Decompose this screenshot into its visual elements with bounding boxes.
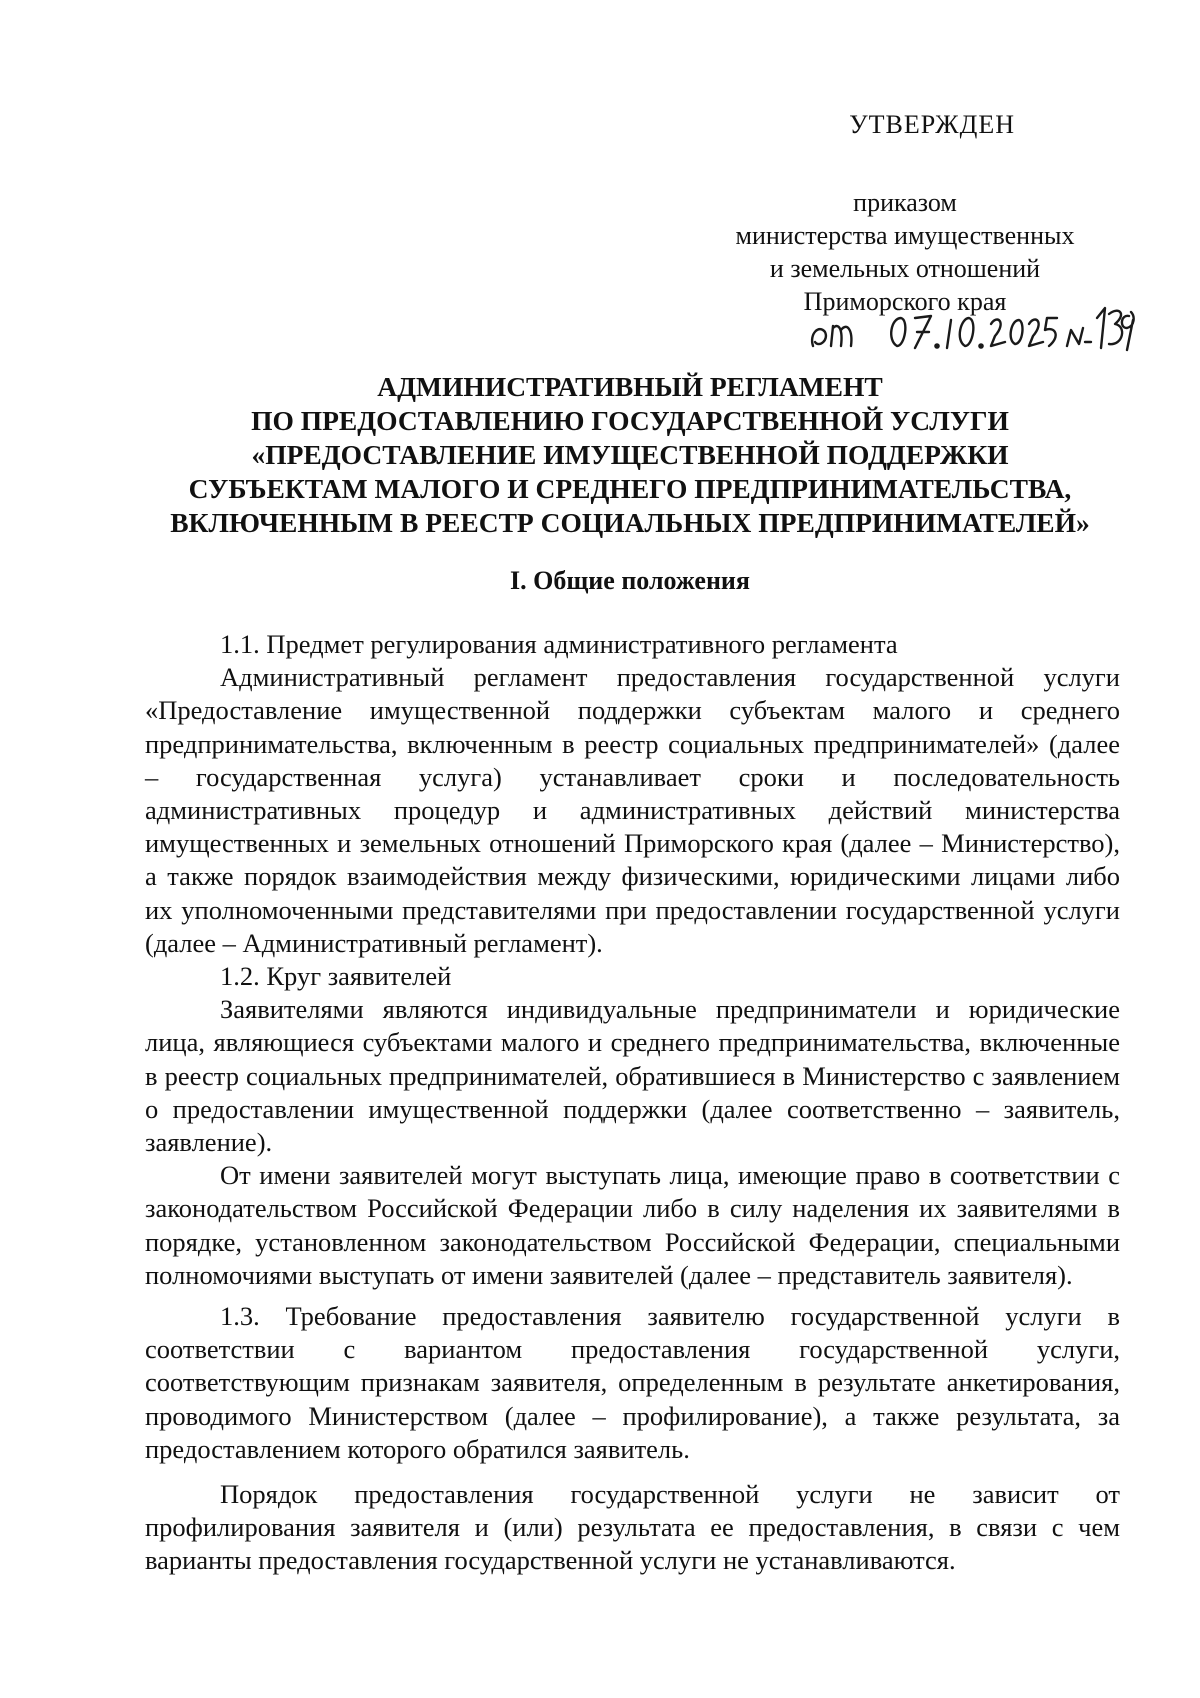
paragraph-1-2-a: Заявителями являются индивидуальные предприниматели и юридические лица, являющиеся субъектами малого и среднего предпринимательства, включенные в реестр социальных предпринимателей, обратившиеся в Министерство с заявлением о предоставлении имущественной поддержки (далее соответственно – заявитель, заявление).	[145, 994, 1120, 1158]
approval-line-2: министерства имущественных	[735, 221, 1075, 250]
paragraph-1-3-a: 1.3. Требование предоставления заявителю государственной услуги в соответствии с вариантом предоставления государственной услуги, соответствующим признакам заявителя, определенным в результате анкетирования, проводимого Министерством (далее – профилирование), а также результата, за предоставлением которого обратился заявитель.	[145, 1301, 1120, 1464]
approval-line-1: приказом	[853, 188, 957, 217]
title-line-3: «ПРЕДОСТАВЛЕНИЕ ИМУЩЕСТВЕННОЙ ПОДДЕРЖКИ	[251, 439, 1009, 470]
paragraph-1-3-b: Порядок предоставления государственной услуги не зависит от профилирования заявителя и (или) результата ее предоставления, в связи с чем варианты предоставления государственной услуги не устанавливаются.	[145, 1479, 1120, 1576]
approval-block	[700, 108, 1110, 318]
document-title	[135, 370, 1125, 540]
paragraph-1-1: Административный регламент предоставления государственной услуги «Предоставление имущественной поддержки субъектам малого и среднего предпринимательства, включенным в реестр социальных предпринимателей» (далее – государственная услуга) устанавливает сроки и последовательность административных процедур и административных действий министерства имущественных и земельных отношений Приморского края (далее – Министерство), а также порядок взаимодействия между физическими, юридическими лицами либо их уполномоченными представителями при предоставлении государственной услуги (далее – Административный регламент).	[145, 662, 1120, 958]
title-line-1: АДМИНИСТРАТИВНЫЙ РЕГЛАМЕНТ	[377, 371, 883, 402]
title-line-5: ВКЛЮЧЕННЫМ В РЕЕСТР СОЦИАЛЬНЫХ ПРЕДПРИНИМАТЕЛЕЙ»	[170, 507, 1090, 538]
subsection-1-2-heading: 1.2. Круг заявителей	[220, 961, 452, 992]
handwritten-date-number	[805, 296, 1135, 356]
title-line-2: ПО ПРЕДОСТАВЛЕНИЮ ГОСУДАРСТВЕННОЙ УСЛУГИ	[251, 405, 1009, 436]
approval-line-3: и земельных отношений	[769, 254, 1041, 283]
section-heading: I. Общие положения	[510, 566, 750, 595]
handwritten-signature-graphic	[805, 296, 1135, 356]
paragraph-1-2-b: От имени заявителей могут выступать лица, имеющие право в соответствии с законодательством Российской Федерации либо в силу наделения их заявителями в порядке, установленном законодательством Российской Федерации, специальными полномочиями выступать от имени заявителей (далее – представитель заявителя).	[145, 1160, 1120, 1290]
approved-label: УТВЕРЖДЕН	[849, 110, 1015, 139]
subsection-1-1-heading: 1.1. Предмет регулирования административного регламента	[220, 629, 898, 659]
approval-line-4: Приморского края	[803, 287, 1007, 316]
document-body	[145, 628, 1120, 1578]
title-line-4: СУБЪЕКТАМ МАЛОГО И СРЕДНЕГО ПРЕДПРИНИМАТЕЛЬСТВА,	[188, 473, 1072, 504]
